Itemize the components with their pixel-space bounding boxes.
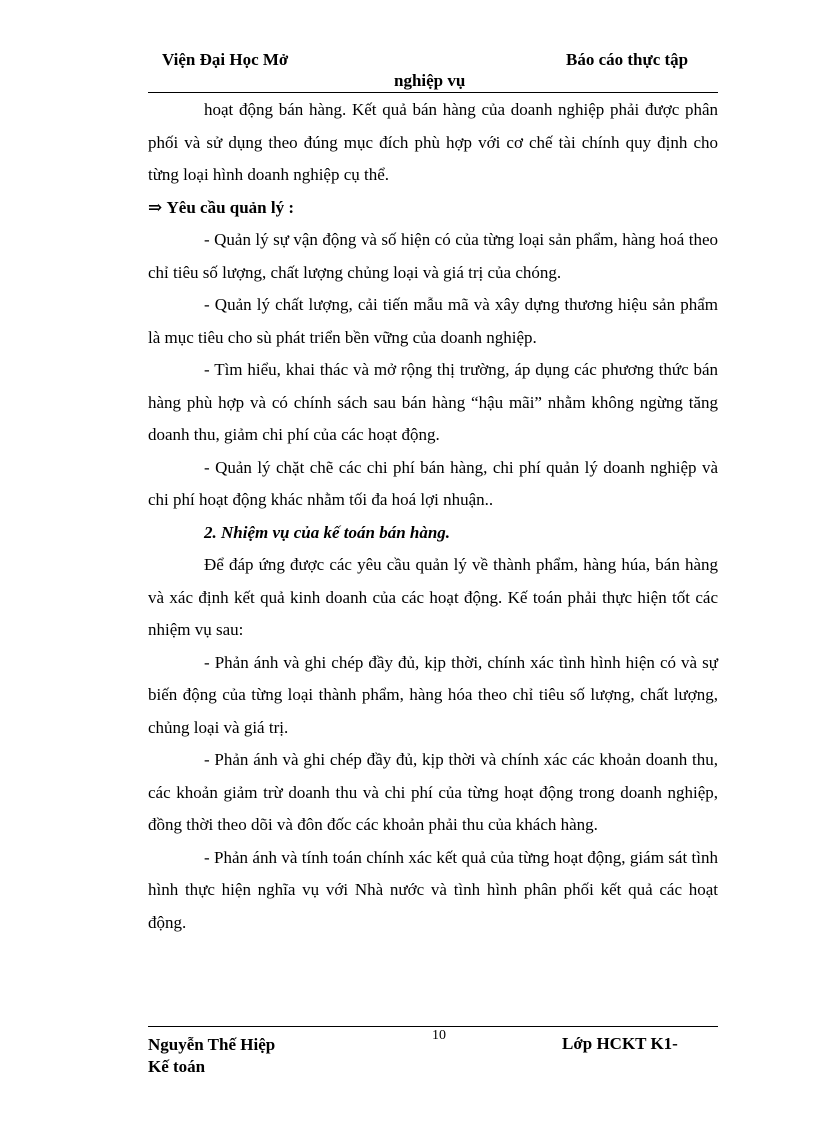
paragraph: - Quản lý sự vận động và số hiện có của từng loại sản phẩm, hàng hoá theo chỉ tiêu số lượng, chất lượng chủng loại và giá trị của chóng.	[148, 230, 718, 282]
paragraph: Để đáp ứng được các yêu cầu quản lý về thành phẩm, hàng húa, bán hàng và xác định kết quả kinh doanh của các hoạt động. Kế toán phải thực hiện tốt các nhiệm vụ sau:	[148, 555, 718, 639]
subsection-heading: 2. Nhiệm vụ của kế toán bán hàng.	[204, 522, 451, 542]
footer-author	[148, 1034, 275, 1078]
header-report-title-cont: nghiệp vụ	[394, 71, 466, 90]
paragraph: - Phản ánh và ghi chép đầy đủ, kịp thời và chính xác các khoản doanh thu, các khoản giảm trừ doanh thu và chi phí của từng hoạt động trong doanh nghiệp, đồng thời theo dõi và đôn đốc các khoản phải thu của khách hàng.	[148, 750, 718, 834]
header-report-title: Báo cáo thực tập	[566, 50, 689, 69]
header-institution: Viện Đại Học Mở	[162, 50, 289, 69]
heading-text: Yêu cầu quản lý :	[166, 197, 295, 217]
author-name: Nguyễn Thế Hiệp	[148, 1035, 276, 1054]
footer-rule	[148, 1026, 718, 1027]
paragraph: - Quản lý chặt chẽ các chi phí bán hàng, chi phí quản lý doanh nghiệp và chi phí hoạt động khác nhằm tối đa hoá lợi nhuận..	[148, 457, 718, 509]
paragraph: hoạt động bán hàng. Kết quả bán hàng của doanh nghiệp phải được phân phối và sử dụng theo đúng mục đích phù hợp với cơ chế tài chính quy định cho từng loại hình doanh nghiệp cụ thể.	[148, 100, 718, 184]
section-heading	[148, 192, 718, 225]
page-body	[148, 94, 718, 939]
paragraph: - Phản ánh và tính toán chính xác kết quả của từng hoạt động, giám sát tình hình thực hiện nghĩa vụ với Nhà nước và tình hình phân phối kết quả các hoạt động.	[148, 847, 718, 932]
author-major: Kế toán	[148, 1057, 206, 1076]
implies-arrow-icon: ⇒	[148, 197, 163, 217]
paragraph: - Phản ánh và ghi chép đầy đủ, kịp thời, chính xác tình hình hiện có và sự biến động của từng loại thành phẩm, hàng hóa theo chỉ tiêu số lượng, chất lượng, chủng loại và giá trị.	[148, 652, 718, 737]
header-rule	[148, 92, 718, 93]
page-number: 10	[432, 1028, 446, 1043]
footer-class: Lớp HCKT K1-	[562, 1034, 678, 1053]
paragraph: - Quản lý chất lượng, cải tiến mẫu mã và xây dựng thương hiệu sản phẩm là mục tiêu cho sù phát triển bền vững của doanh nghiệp.	[148, 295, 718, 347]
paragraph: - Tìm hiểu, khai thác và mở rộng thị trường, áp dụng các phương thức bán hàng phù hợp và có chính sách sau bán hàng “hậu mãi” nhằm không ngừng tăng doanh thu, giảm chi phí của các hoạt động.	[148, 360, 718, 444]
